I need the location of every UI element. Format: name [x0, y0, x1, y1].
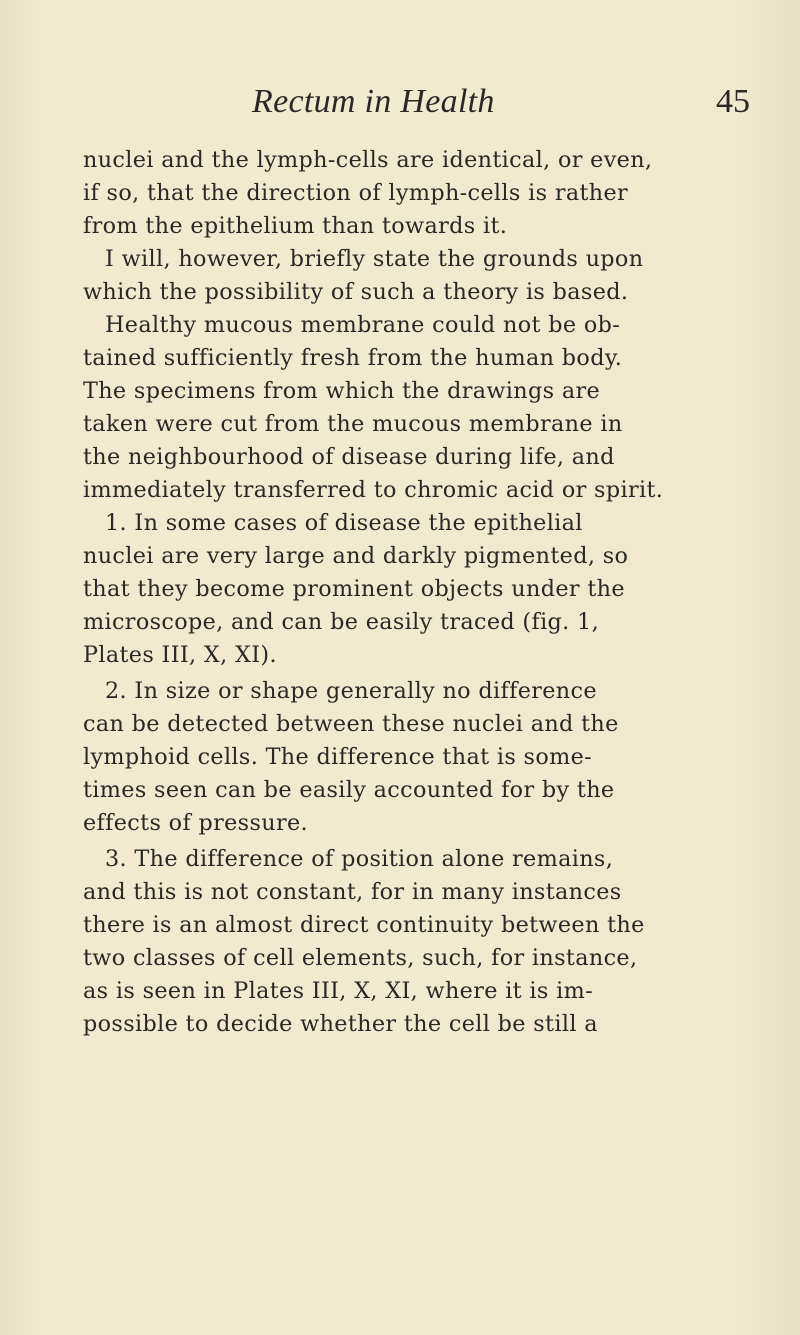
- text-line: 1. In some cases of disease the epithelial: [105, 510, 583, 536]
- text-line: taken were cut from the mucous membrane in: [83, 411, 623, 437]
- text-line: that they become prominent objects under the: [83, 576, 625, 602]
- text-line: I will, however, briefly state the grounds upon: [105, 246, 644, 272]
- text-line: nuclei and the lymph-cells are identical, or even,: [83, 147, 653, 173]
- text-line: Healthy mucous membrane could not be ob-: [105, 312, 621, 338]
- text-line: as is seen in Plates III, X, XI, where it is im-: [83, 978, 593, 1004]
- text-line: and this is not constant, for in many instances: [83, 879, 622, 905]
- text-line: from the epithelium than towards it.: [83, 213, 508, 239]
- text-line: Plates III, X, XI).: [83, 642, 277, 668]
- text-line: which the possibility of such a theory is based.: [83, 279, 629, 305]
- text-line: immediately transferred to chromic acid or spirit.: [83, 477, 664, 503]
- text-line: the neighbourhood of disease during life, and: [83, 444, 615, 470]
- text-line: The specimens from which the drawings are: [83, 378, 601, 404]
- page-number: 45: [716, 83, 750, 120]
- text-line: nuclei are very large and darkly pigmented, so: [83, 543, 629, 569]
- text-line: there is an almost direct continuity between the: [83, 912, 645, 938]
- text-line: 3. The difference of position alone remains,: [105, 846, 614, 872]
- text-line: 2. In size or shape generally no difference: [105, 678, 597, 704]
- text-line: effects of pressure.: [83, 810, 308, 836]
- text-line: possible to decide whether the cell be still a: [83, 1011, 598, 1037]
- text-line: lymphoid cells. The difference that is some-: [83, 744, 593, 770]
- text-line: if so, that the direction of lymph-cells is rather: [83, 180, 629, 206]
- text-line: two classes of cell elements, such, for instance,: [83, 945, 638, 971]
- running-header: [0, 82, 800, 122]
- text-line: microscope, and can be easily traced (fig. 1,: [83, 609, 600, 635]
- text-line: times seen can be easily accounted for by the: [83, 777, 615, 803]
- text-line: can be detected between these nuclei and the: [83, 711, 619, 737]
- text-line: tained sufficiently fresh from the human body.: [83, 345, 623, 371]
- running-title: Rectum in Health: [252, 83, 495, 120]
